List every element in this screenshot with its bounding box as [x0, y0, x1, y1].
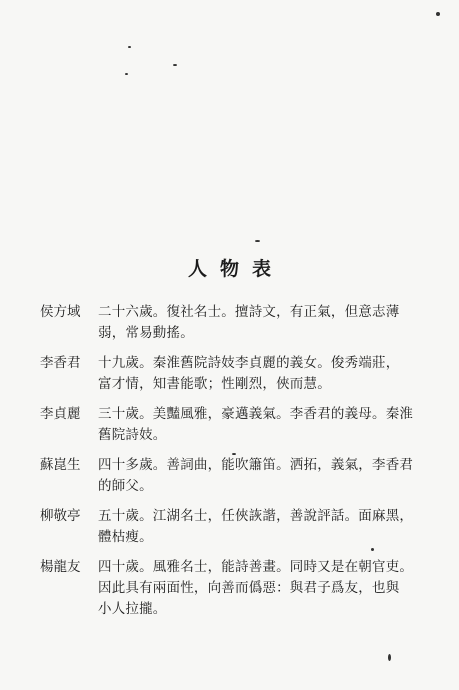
character-entry	[40, 455, 440, 497]
ink-speck	[125, 73, 128, 75]
description-line: 三十歲。美豔風雅，豪邁義氣。李香君的義母。秦淮	[98, 406, 414, 422]
description-line: 小人拉攏。	[98, 601, 167, 617]
character-name: 李貞麗	[40, 406, 81, 422]
description-line: 體枯瘦。	[98, 529, 153, 545]
description-line: 舊院詩妓。	[98, 427, 167, 443]
character-name: 柳敬亭	[40, 508, 81, 524]
character-description	[98, 506, 440, 548]
character-description	[98, 557, 440, 620]
page-title: 人物表	[187, 258, 284, 280]
character-description	[98, 404, 440, 446]
character-entry	[40, 557, 440, 620]
character-entry	[40, 404, 440, 446]
character-description	[98, 353, 440, 395]
description-line: 富才情，知書能歌；性剛烈，俠而慧。	[98, 376, 331, 392]
ink-speck	[255, 240, 260, 242]
description-line: 的師父。	[98, 478, 153, 494]
character-list	[40, 302, 440, 620]
ink-speck	[388, 654, 391, 661]
description-line: 因此具有兩面性，向善而僞惡：與君子爲友，也與	[98, 580, 400, 596]
character-description	[98, 302, 440, 344]
description-line: 十九歲。秦淮舊院詩妓李貞麗的義女。俊秀端莊，	[98, 355, 400, 371]
character-entry	[40, 353, 440, 395]
character-description	[98, 455, 440, 497]
ink-speck	[128, 46, 131, 48]
description-line: 四十歲。風雅名士，能詩善畫。同時又是在朝官吏。	[98, 559, 414, 575]
description-line: 二十六歲。復社名士。擅詩文，有正氣，但意志薄	[98, 304, 400, 320]
character-entry	[40, 506, 440, 548]
character-name: 蘇崑生	[40, 457, 81, 473]
character-name: 李香君	[40, 355, 81, 371]
character-name: 楊龍友	[40, 559, 81, 575]
character-name: 侯方域	[40, 304, 81, 320]
ink-speck	[436, 12, 440, 16]
ink-speck	[173, 64, 177, 66]
description-line: 弱，常易動搖。	[98, 325, 194, 341]
character-entry	[40, 302, 440, 344]
description-line: 五十歲。江湖名士，任俠詼諧，善說評話。面麻黑，	[98, 508, 414, 524]
description-line: 四十多歲。善詞曲，能吹簫笛。洒拓，義氣，李香君	[98, 457, 414, 473]
